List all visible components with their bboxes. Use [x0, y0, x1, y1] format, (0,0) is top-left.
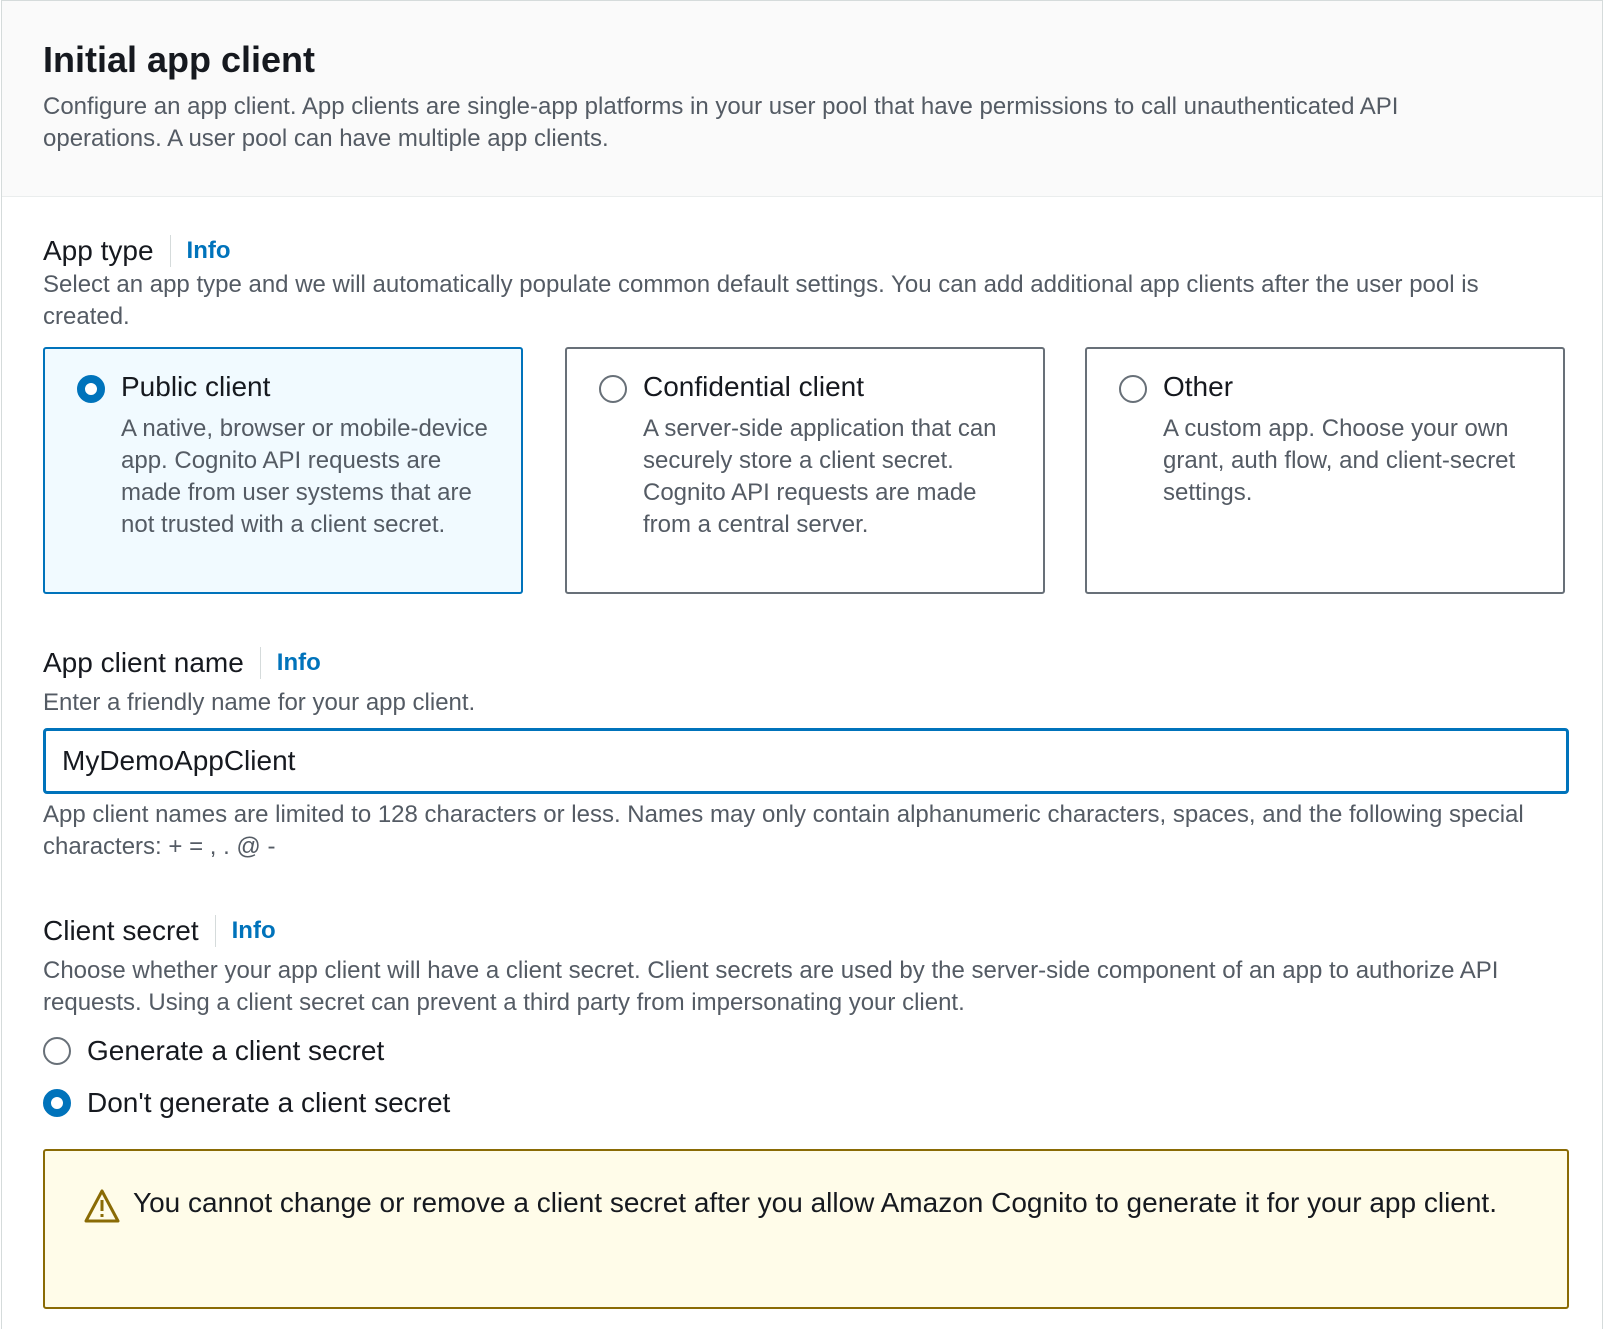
app-client-name-description: Enter a friendly name for your app client. [43, 689, 476, 716]
tile-title: Confidential client [643, 371, 865, 402]
page-description: Configure an app client. App clients are single-app platforms in your user pool that have permissions to call unauthenticated API operations. A user pool can have multiple app clients. [43, 93, 1399, 152]
tile-title: Public client [121, 371, 271, 402]
radio-label: Don't generate a client secret [87, 1087, 451, 1118]
warning-text: You cannot change or remove a client secret after you allow Amazon Cognito to generate it for your app client. [133, 1187, 1497, 1218]
radio-dont-generate-client-secret[interactable] [43, 1089, 71, 1117]
panel-header [2, 1, 1602, 197]
page-title: Initial app client [43, 39, 316, 80]
client-secret-label-row [43, 915, 276, 947]
app-type-info-link[interactable]: Info [186, 237, 231, 264]
radio-other[interactable] [1119, 375, 1147, 403]
app-type-description: Select an app type and we will automatically populate common default settings. You can add additional app clients after the user pool is created. [43, 271, 1479, 330]
client-secret-description: Choose whether your app client will have a client secret. Client secrets are used by the server-side component of an app to authorize API requests. Using a client secret can prevent a third party from impersonating your client. [43, 957, 1499, 1016]
tile-description: A custom app. Choose your own grant, auth flow, and client-secret settings. [1163, 415, 1516, 506]
tile-description: A server-side application that can securely store a client secret. Cognito API requests are made from a central server. [643, 415, 997, 538]
tile-description: A native, browser or mobile-device app. Cognito API requests are made from user systems that are not trusted with a client secret. [121, 415, 488, 538]
initial-app-client-panel [1, 0, 1603, 1329]
radio-confidential-client[interactable] [599, 375, 627, 403]
app-client-name-input[interactable]: MyDemoAppClient [43, 728, 1569, 794]
app-client-name-info-link[interactable]: Info [276, 649, 321, 676]
app-type-label: App type [43, 235, 154, 266]
app-client-name-label-row [43, 647, 321, 679]
tile-title: Other [1163, 371, 1234, 402]
warning-icon [84, 1189, 120, 1223]
app-type-tile-public-client[interactable] [43, 347, 523, 594]
client-secret-info-link[interactable]: Info [231, 917, 276, 944]
app-client-name-label: App client name [43, 647, 244, 678]
radio-public-client[interactable] [77, 375, 105, 403]
radio-generate-client-secret[interactable] [43, 1037, 71, 1065]
app-type-label-row [43, 235, 231, 267]
app-type-tile-confidential-client[interactable] [565, 347, 1045, 594]
label-divider [215, 915, 216, 947]
radio-label: Generate a client secret [87, 1035, 385, 1066]
warning-alert [43, 1149, 1569, 1309]
generate-client-secret-option[interactable] [43, 1035, 384, 1067]
client-secret-label: Client secret [43, 915, 199, 946]
label-divider [170, 235, 171, 267]
dont-generate-client-secret-option[interactable] [43, 1087, 450, 1119]
label-divider [260, 647, 261, 679]
app-type-tile-other[interactable] [1085, 347, 1565, 594]
app-client-name-constraint: App client names are limited to 128 characters or less. Names may only contain alphanumeric characters, spaces, and the following special characters: + = , . @ - [43, 801, 1524, 860]
